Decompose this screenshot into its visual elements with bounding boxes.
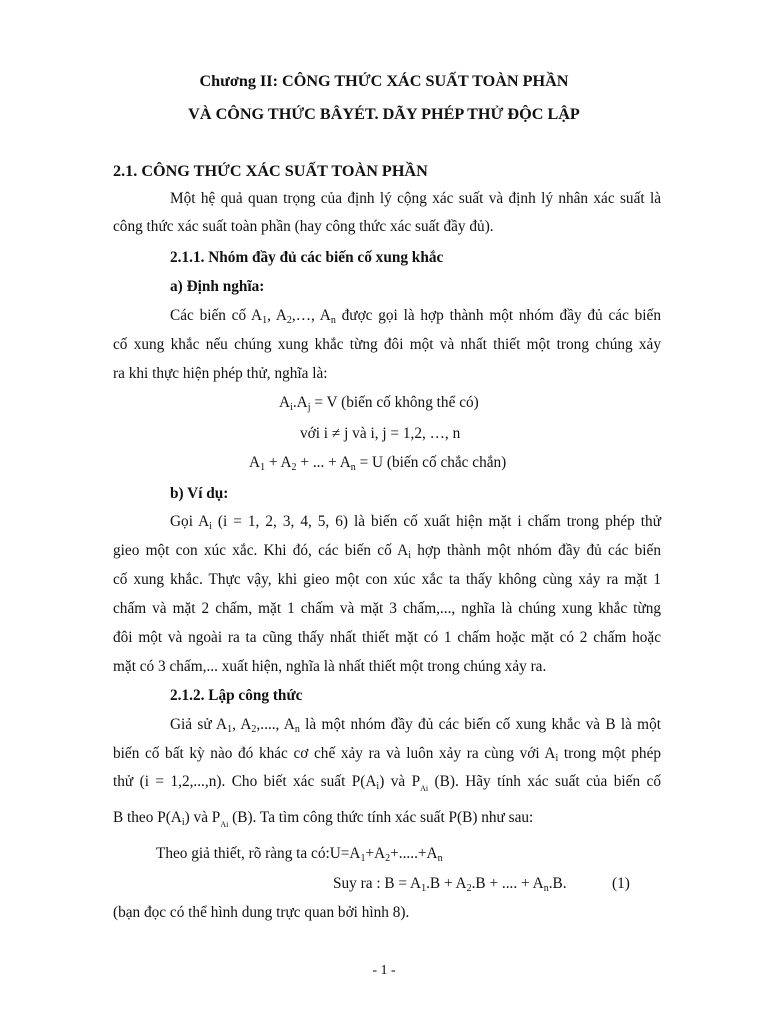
chapter-title-line1: Chương II: CÔNG THỨC XÁC SUẤT TOÀN PHẦN <box>199 72 569 90</box>
formula-union-certain: $A_1 + A_2$ + ... + $A_n = U$ (biến cố chắc chắn) <box>249 454 507 473</box>
example-line-5: đôi một và ngoài ra ta cũng thấy nhất thiết mặt có 1 chấm hoặc mặt có 2 chấm hoặc <box>113 629 661 646</box>
paragraph-line-2: biến cố bất kỳ nào đó khác cơ chế xảy ra và luôn xảy ra cùng với $A_i$ trong một phép <box>113 745 662 764</box>
section-heading: 2.1. CÔNG THỨC XÁC SUẤT TOÀN PHẦN <box>113 162 428 180</box>
equation-number: (1) <box>612 875 630 892</box>
formula-mutually-exclusive: $A_i.A_j = V$ (biến cố không thể có) <box>279 394 479 413</box>
example-line-6: mặt có 3 chấm,... xuất hiện, nghĩa là nhất thiết một trong chúng xảy ra. <box>113 658 547 675</box>
paragraph-line-3: thử (i = 1,2,...,n). Cho biết xác suất $P(A_i)$ và $P_{Ai}$ (B). Hãy tính xác suất của biến cố <box>113 773 661 793</box>
definition-line-2: cố xung khắc nếu chúng xung khắc từng đôi một và nhất thiết một trong chúng xảy <box>113 336 661 353</box>
intro-line-2: công thức xác suất toàn phần (hay công thức xác suất đầy đủ). <box>113 218 494 235</box>
chapter-title-line2: VÀ CÔNG THỨC BÂYÉT. DÃY PHÉP THỬ ĐỘC LẬP <box>188 105 580 123</box>
definition-line-3: ra khi thực hiện phép thử, nghĩa là: <box>113 365 328 382</box>
formula-index-condition: với i ≠ j và i, j = 1,2, …, n <box>300 425 461 442</box>
subsection-heading-2-1-1: 2.1.1. Nhóm đầy đủ các biến cố xung khắc <box>170 249 444 266</box>
paragraph-line-4: B theo $P(A_i)$ và $P_{Ai}$ (B). Ta tìm công thức tính xác suất P(B) như sau: <box>113 809 534 829</box>
definition-heading: a) Định nghĩa: <box>170 278 265 295</box>
example-heading: b) Ví dụ: <box>170 485 229 502</box>
intro-line-1: Một hệ quả quan trọng của định lý cộng xác suất và định lý nhân xác suất là <box>170 190 661 207</box>
definition-line-1: Các biến cố $A_1$, $A_2,\dots$, $A_n$ được gọi là hợp thành một nhóm đầy đủ các biến <box>170 307 661 326</box>
formula-universe: Theo giả thiết, rõ ràng ta $có:U=A_1+A_2+.....+A_n$ <box>156 845 443 864</box>
example-line-4: chấm và mặt 2 chấm, mặt 1 chấm và mặt 3 chấm,..., nghĩa là chúng xung khắc từng <box>113 600 661 617</box>
subsection-heading-2-1-2: 2.1.2. Lập công thức <box>170 687 303 704</box>
figure-reference-note: (bạn đọc có thể hình dung trực quan bởi hình 8). <box>113 904 410 921</box>
paragraph-line-1: Giả sử $A_1$, $A_2$,...., $A_n$ là một nhóm đầy đủ các biến cố xung khắc và B là một <box>170 716 661 735</box>
example-line-2: gieo một con xúc xắc. Khi đó, các biến cố $A_i$ hợp thành một nhóm đầy đủ các biến <box>113 542 661 561</box>
example-line-1: Gọi $A_i$ (i = 1, 2, 3, 4, 5, 6) là biến cố xuất hiện mặt i chấm trong phép thử <box>170 513 661 532</box>
example-line-3: cố xung khắc. Thực vậy, khi gieo một con xúc xắc ta thấy không cùng xảy ra mặt 1 <box>113 571 661 588</box>
formula-decomposition: Suy ra : $B = A_1.B + A_2.B$ + .... + $A_n.B$. <box>333 875 567 894</box>
page-number: - 1 - <box>372 963 396 978</box>
